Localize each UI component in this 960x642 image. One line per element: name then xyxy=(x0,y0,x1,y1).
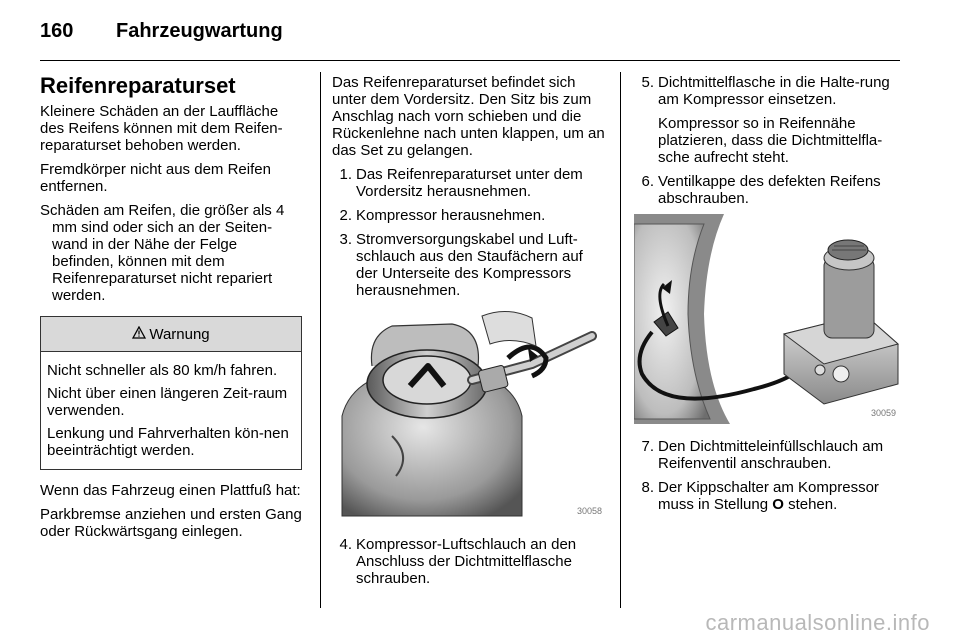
compressor-bottle-illustration xyxy=(332,306,606,522)
section-title: Reifenreparaturset xyxy=(40,73,236,98)
paragraph: Schäden am Reifen, die größer als 4 mm sind oder sich an der Seiten-wand in der Nähe der Felge befinden, können mit dem Reifenreparaturset nicht repariert werden. xyxy=(40,202,285,304)
page-header xyxy=(40,16,900,50)
figure-compressor-bottle xyxy=(332,306,606,522)
warning-header xyxy=(41,317,301,352)
list-item: 6. Ventilkappe des defekten Reifens abschrauben. xyxy=(641,173,881,207)
paragraph: Das Reifenreparaturset befindet sich unter dem Vordersitz. Den Sitz bis zum Anschlag nach vorn schieben und die Rückenlehne nach unten klappen, um an das Set zu gelangen. xyxy=(332,74,605,159)
paragraph: Parkbremse anziehen und ersten Gang oder Rückwärtsgang einlegen. xyxy=(40,506,302,540)
compressor-tyre-illustration xyxy=(634,214,900,424)
list-item: 5. Dichtmittelflasche in die Halte-rung am Kompressor einsetzen. Kompressor so in Reifennähe platzieren, dass die Dichtmittelfla-sche aufrecht steht. xyxy=(634,74,902,166)
column-divider xyxy=(620,72,621,608)
watermark: carmanualsonline.info xyxy=(705,610,930,635)
warning-line: Nicht über einen längeren Zeit-raum verwenden. xyxy=(47,385,288,419)
list-item: 2. Kompressor herausnehmen. xyxy=(339,207,546,224)
figure-compressor-tyre xyxy=(634,214,900,424)
step-list xyxy=(634,438,902,513)
column-divider xyxy=(320,72,321,608)
step-list xyxy=(332,166,606,299)
list-item: 8. Der Kippschalter am Kompressor muss in Stellung O stehen. xyxy=(641,479,879,513)
header-rule xyxy=(40,60,900,61)
list-item: 3. Stromversorgungskabel und Luft-schlauch aus den Staufächern auf der Unterseite des Kompressors herausnehmen. xyxy=(339,231,583,299)
paragraph: Wenn das Fahrzeug einen Plattfuß hat: xyxy=(40,482,301,499)
warning-heading: Warnung xyxy=(149,325,210,343)
paragraph: Kleinere Schäden an der Lauffläche des Reifens können mit dem Reifen-reparaturset behoben werden. xyxy=(40,103,283,154)
paragraph: Fremdkörper nicht aus dem Reifen entfernen. xyxy=(40,161,271,195)
column-1 xyxy=(40,74,302,547)
page-number: 160 xyxy=(40,20,74,42)
list-item: 4. Kompressor-Luftschlauch an den Anschluss der Dichtmittelflasche schrauben. xyxy=(339,536,577,587)
figure-code: 30058 xyxy=(576,506,602,516)
warning-body xyxy=(41,352,301,469)
list-item: 1. Das Reifenreparaturset unter dem Vordersitz herausnehmen. xyxy=(339,166,583,200)
column-2 xyxy=(332,74,606,594)
figure-code: 30059 xyxy=(870,408,896,418)
warning-triangle-icon xyxy=(132,326,146,343)
warning-box xyxy=(40,316,302,470)
switch-position: O xyxy=(772,496,784,513)
warning-line: Lenkung und Fahrverhalten kön-nen beeinträchtigt werden. xyxy=(47,425,289,459)
column-3 xyxy=(634,74,902,520)
step-list xyxy=(332,536,606,587)
step-note: Kompressor so in Reifennähe platzieren, dass die Dichtmittelfla-sche aufrecht steht. xyxy=(658,115,883,166)
warning-line: Nicht schneller als 80 km/h fahren. xyxy=(47,362,278,379)
chapter-title: Fahrzeugwartung xyxy=(116,20,283,42)
step-list xyxy=(634,74,902,207)
list-item: 7. Den Dichtmitteleinfüllschlauch am Reifenventil anschrauben. xyxy=(641,438,884,472)
